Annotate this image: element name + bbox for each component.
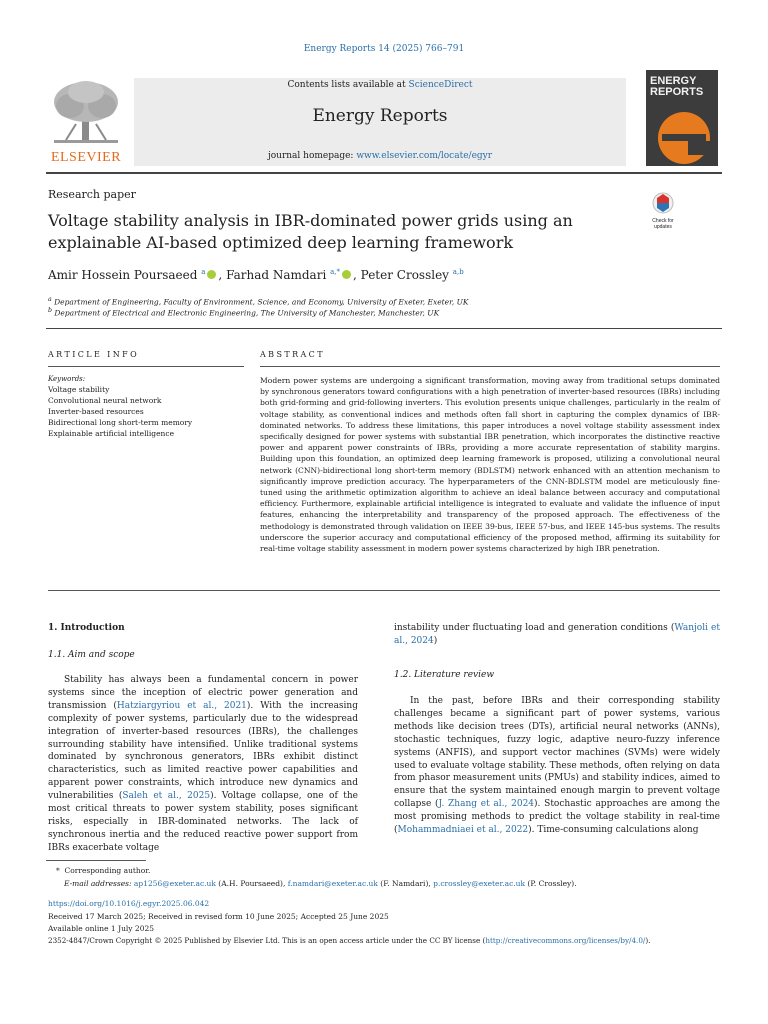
- orcid-icon[interactable]: [342, 270, 351, 279]
- paper-type: Research paper: [48, 188, 136, 201]
- footnote-rule: [46, 860, 146, 861]
- abstract-heading: ABSTRACT: [260, 350, 325, 359]
- abstract-bottom-rule: [48, 590, 720, 591]
- author-name[interactable]: Farhad Namdari: [226, 268, 327, 282]
- affiliation-text: Department of Electrical and Electronic Engineering, The University of Manchester, Manchester, UK: [54, 308, 440, 318]
- contents-line: [134, 80, 626, 90]
- journal-reference-link[interactable]: Energy Reports 14 (2025) 766–791: [303, 44, 465, 54]
- header-rule: [46, 172, 722, 174]
- asterisk-mark: *: [56, 866, 60, 875]
- citation-link[interactable]: Saleh et al., 2025: [122, 791, 211, 802]
- keyword: Bidirectional long short-term memory: [48, 418, 193, 427]
- available-line: Available online 1 July 2025: [48, 924, 155, 933]
- homepage-prefix: journal homepage:: [267, 151, 357, 161]
- license-link[interactable]: http://creativecommons.org/licenses/by/4.0/: [485, 936, 646, 945]
- email-link[interactable]: f.namdari@exeter.ac.uk: [287, 879, 378, 888]
- copyright-text: 2352-4847/Crown Copyright © 2025 Published by Elsevier Ltd. This is an open access article under the CC BY license (: [48, 936, 486, 945]
- publisher-logo-text: ELSEVIER: [50, 150, 122, 165]
- affiliation-text: Department of Engineering, Faculty of Environment, Science, and Economy, University of Exeter, Exeter, UK: [54, 297, 469, 307]
- keyword: Explainable artificial intelligence: [48, 429, 175, 438]
- section-rule: [46, 328, 722, 329]
- journal-name: Energy Reports: [312, 106, 448, 126]
- paragraph-text: ). Stochastic approaches are among the most promising methods to predict the voltage stability in real-time (: [394, 799, 721, 836]
- abstract-rule: [260, 366, 720, 367]
- citation-link[interactable]: Wanjoli et al., 2024: [394, 623, 720, 646]
- footnote-text: Corresponding author.: [64, 866, 151, 875]
- journal-cover[interactable]: [646, 70, 718, 166]
- contents-prefix: Contents lists available at: [287, 80, 409, 90]
- sciencedirect-link[interactable]: ScienceDirect: [408, 80, 473, 90]
- subsection-heading: 1.1. Aim and scope: [48, 650, 135, 660]
- author-list: Amir Hossein Poursaeed $^a$ , Farhad Namdari $^{a,*}$ , Peter Crossley $^{a,b}$: [48, 268, 464, 282]
- affiliation-mark: a: [48, 296, 52, 303]
- subsection-heading: 1.2. Literature review: [394, 670, 495, 680]
- email-label: E-mail addresses:: [64, 879, 132, 888]
- intro-paragraph-continued: [394, 622, 720, 648]
- keyword: Voltage stability: [48, 385, 110, 394]
- check-for-updates-badge[interactable]: [648, 192, 678, 230]
- paragraph-text: instability under fluctuating load and generation conditions (: [394, 623, 675, 633]
- paragraph-text: ): [433, 635, 438, 646]
- affiliation: [48, 307, 439, 318]
- article-info-heading: ARTICLE INFO: [48, 350, 140, 359]
- keyword: Convolutional neural network: [48, 396, 162, 405]
- homepage-link[interactable]: www.elsevier.com/locate/egyr: [356, 151, 493, 161]
- citation-link[interactable]: Hatziargyriou et al., 2021: [116, 700, 247, 711]
- journal-reference: [0, 44, 768, 54]
- email-owner: (A.H. Poursaeed),: [215, 879, 288, 888]
- cover-title: ENERGY REPORTS: [650, 75, 704, 98]
- author-affiliation-mark[interactable]: a,b: [452, 268, 464, 276]
- affiliation-mark: b: [48, 307, 53, 314]
- paragraph-text: ). Voltage collapse, one of the most critical threats to power system stability, poses significant risks, especially in IBR-dominated networks. The lack of synchronous inertia and the reduced reactive power support from IBRs exacerbate voltage: [48, 791, 358, 853]
- keywords-label: Keywords:: [48, 375, 86, 383]
- section-heading: 1. Introduction: [48, 623, 125, 633]
- email-owner: (F. Namdari),: [377, 879, 434, 888]
- paragraph-text: Stability has always been a fundamental concern in power systems since the inception of electric power generation and transmission (: [48, 675, 358, 711]
- orcid-icon[interactable]: [207, 270, 216, 279]
- paragraph-text: ). Time-consuming calculations along: [528, 825, 699, 836]
- email-link[interactable]: ap1256@exeter.ac.uk: [133, 879, 216, 888]
- doi-link[interactable]: https://doi.org/10.1016/j.egyr.2025.06.042: [48, 899, 210, 908]
- copyright-line: [48, 936, 724, 945]
- email-note: [64, 879, 577, 888]
- crossmark-label: Check for updates: [652, 218, 674, 230]
- citation-link[interactable]: J. Zhang et al., 2024: [438, 799, 535, 810]
- email-link[interactable]: p.crossley@exeter.ac.uk: [433, 879, 526, 888]
- author-name[interactable]: Amir Hossein Poursaeed: [48, 268, 198, 282]
- corresponding-note: [56, 866, 150, 875]
- keyword: Inverter-based resources: [48, 407, 144, 416]
- paragraph-text: ). With the increasing complexity of power systems, particularly due to the widespread integration of inverter-based resources (IBRs), the challenges surrounding stability have intensified. Unlike traditional systems dominated by synchronous generators, IBRs exhibit distinct characteristics, such as limited reactive power capabilities and apparent power constraints, which introduce new dynamics and vulnerabilities (: [48, 700, 358, 802]
- cover-e-graphic: [648, 100, 716, 164]
- article-title: Voltage stability analysis in IBR-dominated power grids using an explainable AI-based optimized deep learning framework: [48, 211, 573, 252]
- tree-icon: [46, 78, 126, 148]
- author-affiliation-mark[interactable]: a,*: [330, 268, 341, 276]
- literature-paragraph: [394, 695, 720, 837]
- citation-link[interactable]: Mohammadniaei et al., 2022: [397, 825, 529, 836]
- paragraph-text: In the past, before IBRs and their corresponding stability challenges became a significant part of power systems, various methods like decision trees (DTs), artificial neural networks (ANNs), stochastic techniques, fuzzy logic, adaptive neuro-fuzzy inference systems (ANFIS), and support vector machines (SVMs) were widely used to evaluate voltage stability. These methods, often relying on data from phasor measurement units (PMUs) and stability indices, aimed to ensure that the system maintained enough margin to prevent voltage collapse (: [394, 696, 720, 810]
- crossmark-icon: [648, 192, 678, 214]
- copyright-text: ).: [645, 936, 651, 945]
- intro-paragraph: [48, 674, 358, 855]
- doi-line: [48, 899, 209, 908]
- received-line: Received 17 March 2025; Received in revised form 10 June 2025; Accepted 25 June 2025: [48, 912, 389, 921]
- abstract-text: Modern power systems are undergoing a significant transformation, moving away from traditional setups dominated by synchronous generators toward configurations with a high penetration of inverter-based resources (IBRs) including both grid-forming and grid-following inverters. This evolution presents unique challenges, particularly in the realm of voltage stability, as conventional indices and methods often fall short in capturing the complex dynamics of IBR-dominated networks. To address these limitations, this paper introduces a novel voltage stability assessment index specifically designed for power systems with substantial IBR penetration, which incorporates the distinctive reactive power and apparent power constraints of IBRs, providing a more accurate representation of stability margins. Building upon this foundation, an optimized deep learning framework is proposed, utilizing a convolutional neural network (CNN)-bidirectional long short-term memory (BDLSTM) network enhanced with an attention mechanism to significantly improve prediction accuracy. The hyperparameters of the CNN-BDLSTM model are meticulously fine-tuned using the arithmetic optimization algorithm to achieve an ideal balance between accuracy and computational efficiency. Furthermore, explainable artificial intelligence is integrated to evaluate and validate the influence of input features, enhancing the interpretability and transparency of the proposed approach. The effectiveness of the methodology is demonstrated through validation on IEEE 39-bus, IEEE 57-bus, and IEEE 145-bus systems. The results underscore the superior accuracy and computational efficiency of the proposed method, affirming its suitability for real-time voltage stability assessment in modern power systems characterized by high IBR penetration.: [260, 376, 720, 554]
- article-info-rule: [48, 366, 244, 367]
- homepage-line: [134, 151, 626, 161]
- author-affiliation-mark[interactable]: a: [201, 268, 206, 276]
- affiliation: [48, 296, 469, 307]
- email-owner: (P. Crossley).: [525, 879, 577, 888]
- author-name[interactable]: Peter Crossley: [360, 268, 449, 282]
